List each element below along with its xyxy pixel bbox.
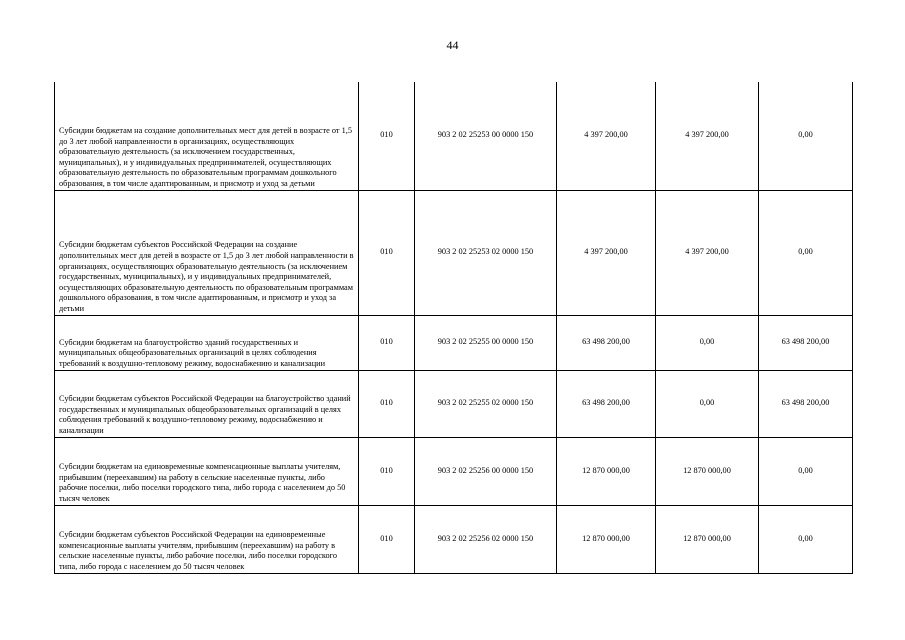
row-code: 010 bbox=[359, 437, 415, 505]
row-name: Субсидии бюджетам субъектов Российской Федерации на создание дополнительных мест для детей в возрасте от 1,5 до 3 лет любой направленности в организациях, осуществляющих образовательную деятельность (за исключением государственных, муниципальных), и у индивидуальных предпринимателей, осуществляющих образовательную деятельность по образовательным программам дошкольного образования, в том числе адаптированным, и присмотр и уход за детьми bbox=[55, 190, 359, 315]
row-approved: 63 498 200,00 bbox=[557, 370, 656, 437]
row-name: Субсидии бюджетам субъектов Российской Федерации на благоустройство зданий государственных и муниципальных общеобразовательных организаций в целях соблюдения требований к воздушно-тепловому режиму, водоснабжению и канализации bbox=[55, 370, 359, 437]
table-row bbox=[55, 370, 853, 437]
row-executed: 4 397 200,00 bbox=[656, 82, 759, 190]
table-row bbox=[55, 505, 853, 573]
row-name: Субсидии бюджетам на благоустройство зданий государственных и муниципальных общеобразовательных организаций в целях соблюдения требований к воздушно-тепловому режиму, водоснабжению и канализации bbox=[55, 315, 359, 370]
row-kbk: 903 2 02 25255 00 0000 150 bbox=[415, 315, 557, 370]
table-row bbox=[55, 315, 853, 370]
row-approved: 4 397 200,00 bbox=[557, 190, 656, 315]
row-kbk: 903 2 02 25256 00 0000 150 bbox=[415, 437, 557, 505]
row-name: Субсидии бюджетам на создание дополнительных мест для детей в возрасте от 1,5 до 3 лет любой направленности в организациях, осуществляющих образовательную деятельность (за исключением государственных, муниципальных), и у индивидуальных предпринимателей, осуществляющих образовательную деятельность по образовательным программам дошкольного образования, в том числе адаптированным, и присмотр и уход за детьми bbox=[55, 82, 359, 190]
row-unexecuted: 0,00 bbox=[759, 505, 853, 573]
row-kbk: 903 2 02 25253 00 0000 150 bbox=[415, 82, 557, 190]
row-executed: 12 870 000,00 bbox=[656, 437, 759, 505]
budget-table bbox=[54, 82, 853, 574]
row-code: 010 bbox=[359, 82, 415, 190]
row-code: 010 bbox=[359, 190, 415, 315]
row-kbk: 903 2 02 25255 02 0000 150 bbox=[415, 370, 557, 437]
row-executed: 0,00 bbox=[656, 315, 759, 370]
row-approved: 4 397 200,00 bbox=[557, 82, 656, 190]
row-executed: 12 870 000,00 bbox=[656, 505, 759, 573]
row-executed: 4 397 200,00 bbox=[656, 190, 759, 315]
row-unexecuted: 0,00 bbox=[759, 82, 853, 190]
row-name: Субсидии бюджетам субъектов Российской Федерации на единовременные компенсационные выплаты учителям, прибывшим (переехавшим) на работу в сельские населенные пункты, либо рабочие поселки, либо поселки городского типа, либо города с населением до 50 тысяч человек bbox=[55, 505, 359, 573]
table-row bbox=[55, 437, 853, 505]
row-approved: 63 498 200,00 bbox=[557, 315, 656, 370]
row-executed: 0,00 bbox=[656, 370, 759, 437]
row-code: 010 bbox=[359, 315, 415, 370]
row-name: Субсидии бюджетам на единовременные компенсационные выплаты учителям, прибывшим (переехавшим) на работу в сельские населенные пункты, либо рабочие поселки, либо поселки городского типа, либо города с населением до 50 тысяч человек bbox=[55, 437, 359, 505]
page-number: 44 bbox=[446, 38, 459, 52]
row-unexecuted: 63 498 200,00 bbox=[759, 370, 853, 437]
row-unexecuted: 63 498 200,00 bbox=[759, 315, 853, 370]
row-approved: 12 870 000,00 bbox=[557, 437, 656, 505]
row-unexecuted: 0,00 bbox=[759, 190, 853, 315]
row-kbk: 903 2 02 25253 02 0000 150 bbox=[415, 190, 557, 315]
table-row bbox=[55, 82, 853, 190]
row-code: 010 bbox=[359, 370, 415, 437]
table-row bbox=[55, 190, 853, 315]
row-unexecuted: 0,00 bbox=[759, 437, 853, 505]
row-kbk: 903 2 02 25256 02 0000 150 bbox=[415, 505, 557, 573]
row-code: 010 bbox=[359, 505, 415, 573]
row-approved: 12 870 000,00 bbox=[557, 505, 656, 573]
